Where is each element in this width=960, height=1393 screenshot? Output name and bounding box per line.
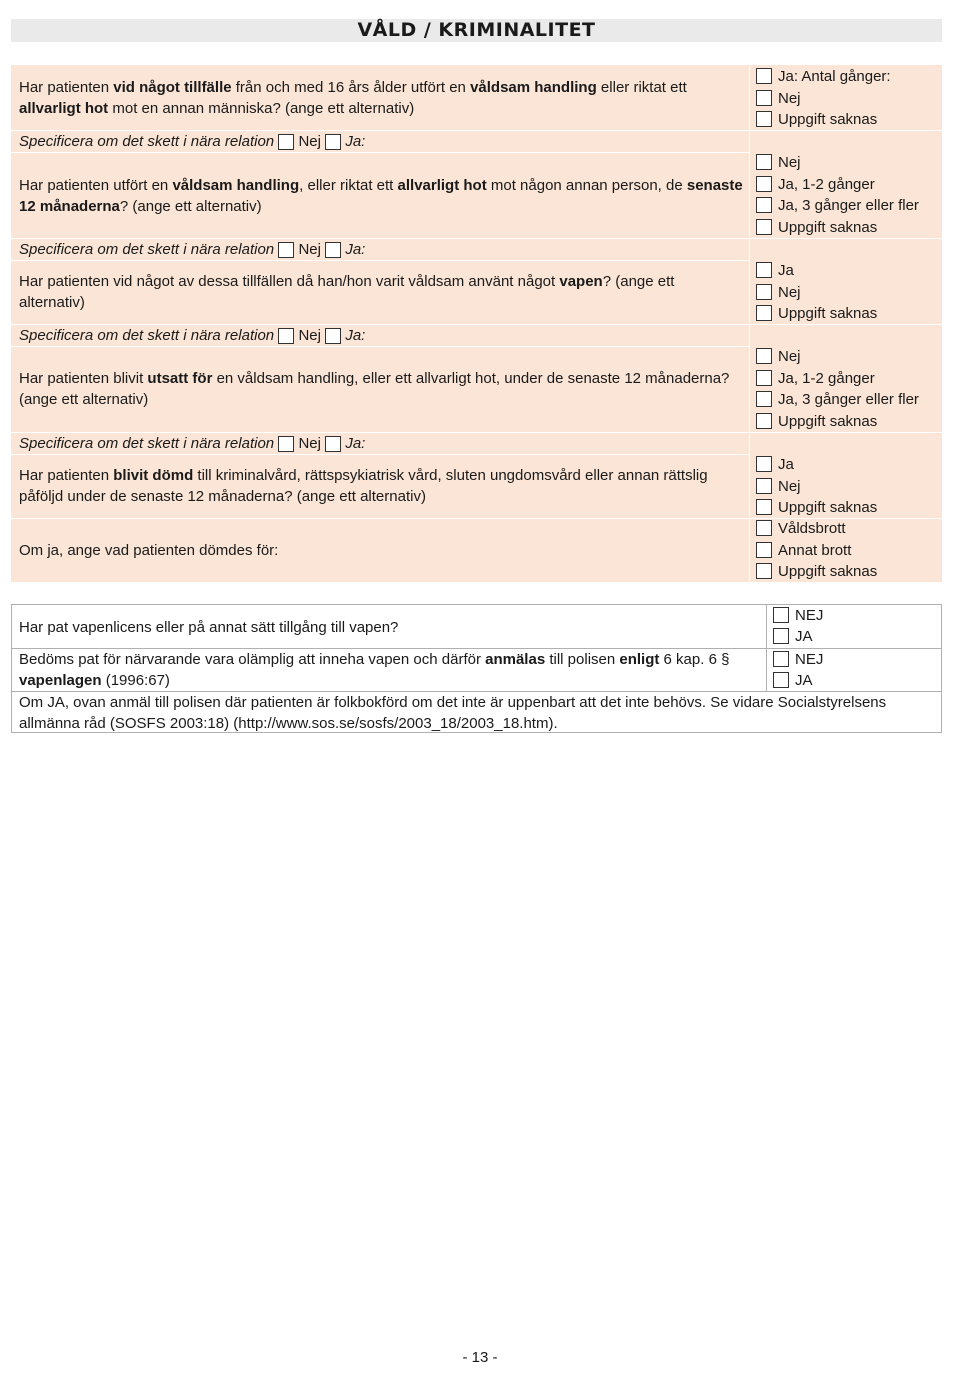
page-title: VÅLD / KRIMINALITET bbox=[11, 19, 942, 42]
emphasis-text: våldsam handling bbox=[172, 177, 300, 194]
option[interactable] bbox=[756, 454, 794, 476]
weapon-license-yes-option[interactable] bbox=[773, 626, 813, 648]
option-checkbox[interactable] bbox=[773, 607, 789, 623]
weapon-license-question: Har pat vapenlicens eller på annat sätt tillgång till vapen? bbox=[19, 619, 399, 636]
text-segment: Bedöms pat för närvarande vara olämplig att inneha vapen och därför bbox=[19, 651, 486, 668]
specify-relation-row bbox=[19, 131, 365, 152]
specify-label: Specificera om det skett i nära relation bbox=[19, 435, 275, 452]
text-segment: ? (ange ett alternativ) bbox=[19, 273, 675, 311]
column-divider bbox=[766, 605, 767, 691]
option-checkbox[interactable] bbox=[756, 219, 772, 235]
option-checkbox[interactable] bbox=[756, 90, 772, 106]
option[interactable] bbox=[756, 389, 919, 411]
text-segment: , eller riktat ett bbox=[299, 177, 398, 194]
text-segment: 6 kap. 6 § bbox=[659, 651, 730, 668]
option[interactable] bbox=[756, 561, 877, 583]
option-label: JA bbox=[795, 628, 813, 645]
relation-no-checkbox[interactable] bbox=[278, 242, 294, 258]
weapon-report-yes-option[interactable] bbox=[773, 670, 813, 692]
emphasis-text: vid något tillfälle bbox=[113, 79, 232, 96]
specify-label: Specificera om det skett i nära relation bbox=[19, 241, 275, 258]
text-segment: ? (ange ett alternativ) bbox=[119, 198, 262, 215]
option-checkbox[interactable] bbox=[756, 284, 772, 300]
option-checkbox[interactable] bbox=[756, 413, 772, 429]
relation-no-checkbox[interactable] bbox=[278, 134, 294, 150]
option-checkbox[interactable] bbox=[756, 370, 772, 386]
text-segment: Om ja, ange vad patienten dömdes för: bbox=[19, 542, 279, 559]
weapon-report-question bbox=[19, 649, 764, 691]
option[interactable] bbox=[756, 518, 846, 540]
option-checkbox[interactable] bbox=[756, 262, 772, 278]
option-label: Uppgift saknas bbox=[778, 413, 878, 430]
option-label: Ja, 1-2 gånger bbox=[778, 370, 875, 387]
option-label: Uppgift saknas bbox=[778, 111, 878, 128]
text-segment: från och med 16 års ålder utfört en bbox=[231, 79, 471, 96]
row-divider bbox=[11, 260, 749, 261]
text-segment: Har patienten bbox=[19, 467, 114, 484]
option-label: NEJ bbox=[795, 607, 824, 624]
option-label: JA bbox=[795, 672, 813, 689]
option-label: Uppgift saknas bbox=[778, 219, 878, 236]
option-label: Våldsbrott bbox=[778, 520, 846, 537]
emphasis-text: senaste 12 månaderna bbox=[19, 177, 743, 215]
option-label: Ja, 1-2 gånger bbox=[778, 176, 875, 193]
question-text bbox=[19, 271, 744, 313]
specify-relation-row bbox=[19, 239, 365, 260]
option[interactable] bbox=[756, 109, 877, 131]
option-checkbox[interactable] bbox=[756, 154, 772, 170]
text-segment: en våldsam handling, eller ett allvarligt hot, under de senaste 12 månaderna? (ange ett alternativ) bbox=[19, 370, 730, 408]
option-label: Nej bbox=[778, 154, 801, 171]
weapon-report-no-option[interactable] bbox=[773, 649, 823, 671]
option-label: Uppgift saknas bbox=[778, 305, 878, 322]
option[interactable] bbox=[756, 217, 877, 239]
option-checkbox[interactable] bbox=[756, 456, 772, 472]
relation-no-label: Nej bbox=[298, 327, 321, 344]
option[interactable] bbox=[756, 346, 801, 368]
row-divider bbox=[11, 454, 749, 455]
option-checkbox[interactable] bbox=[756, 542, 772, 558]
option[interactable] bbox=[756, 88, 801, 110]
emphasis-text: blivit dömd bbox=[113, 467, 194, 484]
question-text bbox=[19, 175, 744, 217]
option-checkbox[interactable] bbox=[756, 520, 772, 536]
option[interactable] bbox=[756, 174, 875, 196]
option[interactable] bbox=[756, 476, 801, 498]
relation-yes-label: Ja: bbox=[345, 241, 366, 258]
option-checkbox[interactable] bbox=[773, 672, 789, 688]
text-segment: Har patienten blivit bbox=[19, 370, 148, 387]
option[interactable] bbox=[756, 497, 877, 519]
option-label: Ja, 3 gånger eller fler bbox=[778, 197, 919, 214]
option[interactable] bbox=[756, 260, 794, 282]
emphasis-text: allvarligt hot bbox=[397, 177, 487, 194]
option-checkbox[interactable] bbox=[756, 176, 772, 192]
relation-yes-checkbox[interactable] bbox=[325, 242, 341, 258]
option[interactable] bbox=[756, 303, 877, 325]
specify-label: Specificera om det skett i nära relation bbox=[19, 327, 275, 344]
option-label: NEJ bbox=[795, 651, 824, 668]
option[interactable] bbox=[756, 368, 875, 390]
emphasis-text: utsatt för bbox=[147, 370, 213, 387]
text-segment: mot någon annan person, de bbox=[486, 177, 687, 194]
relation-yes-label: Ja: bbox=[345, 435, 366, 452]
option-label: Nej bbox=[778, 90, 801, 107]
text-segment: Har patienten vid något av dessa tillfällen då han/hon varit våldsam använt något bbox=[19, 273, 560, 290]
text-segment: (1996:67) bbox=[101, 672, 170, 689]
option-label: Ja bbox=[778, 262, 794, 279]
relation-no-label: Nej bbox=[298, 435, 321, 452]
question-text bbox=[19, 368, 744, 410]
text-segment: eller riktat ett bbox=[596, 79, 687, 96]
emphasis-text: vapenlagen bbox=[19, 672, 102, 689]
option[interactable] bbox=[756, 195, 919, 217]
row-divider bbox=[11, 518, 749, 519]
option[interactable] bbox=[756, 282, 801, 304]
emphasis-text: enligt bbox=[619, 651, 660, 668]
row-divider bbox=[11, 152, 749, 153]
question-text bbox=[19, 540, 744, 561]
page-number: - 13 - bbox=[462, 1349, 498, 1366]
text-segment: till polisen bbox=[545, 651, 620, 668]
option-label: Nej bbox=[778, 284, 801, 301]
option[interactable] bbox=[756, 411, 877, 433]
weapon-license-no-option[interactable] bbox=[773, 605, 823, 627]
text-segment: till kriminalvård, rättspsykiatrisk vård, sluten ungdomsvård eller annan rättslig påföljd under de senaste 12 månaderna? (ange ett alternativ) bbox=[19, 467, 708, 505]
text-segment: Har patienten utfört en bbox=[19, 177, 173, 194]
option-checkbox[interactable] bbox=[756, 305, 772, 321]
option-checkbox[interactable] bbox=[756, 478, 772, 494]
option[interactable] bbox=[756, 540, 851, 562]
relation-yes-checkbox[interactable] bbox=[325, 436, 341, 452]
option-label: Ja, 3 gånger eller fler bbox=[778, 391, 919, 408]
option-label: Ja: Antal gånger: bbox=[778, 68, 891, 85]
violence-questionnaire bbox=[11, 65, 942, 582]
option[interactable] bbox=[756, 66, 891, 88]
option-checkbox[interactable] bbox=[756, 391, 772, 407]
relation-yes-checkbox[interactable] bbox=[325, 134, 341, 150]
question-text bbox=[19, 77, 744, 119]
emphasis-text: våldsam handling bbox=[470, 79, 597, 96]
relation-no-label: Nej bbox=[298, 133, 321, 150]
option-checkbox[interactable] bbox=[756, 563, 772, 579]
emphasis-text: allvarligt hot bbox=[19, 100, 109, 117]
option-checkbox[interactable] bbox=[756, 348, 772, 364]
relation-yes-label: Ja: bbox=[345, 133, 366, 150]
relation-no-checkbox[interactable] bbox=[278, 436, 294, 452]
option-checkbox[interactable] bbox=[756, 111, 772, 127]
police-report-note: Om JA, ovan anmäl till polisen där patienten är folkbokförd om det inte är uppenbart att det inte behövs. Se vidare Socialstyrelsens allmänna råd (SOSFS 2003:18) (http://www.sos.se/sosfs/2003_18/2003_18.htm). bbox=[19, 694, 887, 732]
relation-no-checkbox[interactable] bbox=[278, 328, 294, 344]
relation-yes-label: Ja: bbox=[345, 327, 366, 344]
option-checkbox[interactable] bbox=[773, 651, 789, 667]
specify-relation-row bbox=[19, 433, 365, 454]
option[interactable] bbox=[756, 152, 801, 174]
weapon-access-table bbox=[11, 604, 942, 733]
specify-relation-row bbox=[19, 325, 365, 346]
emphasis-text: anmälas bbox=[485, 651, 546, 668]
relation-yes-checkbox[interactable] bbox=[325, 328, 341, 344]
text-segment: mot en annan människa? (ange ett alternativ) bbox=[108, 100, 415, 117]
option-label: Nej bbox=[778, 478, 801, 495]
option-label: Uppgift saknas bbox=[778, 563, 878, 580]
option-label: Nej bbox=[778, 348, 801, 365]
option-checkbox[interactable] bbox=[756, 197, 772, 213]
option-label: Uppgift saknas bbox=[778, 499, 878, 516]
text-segment: Har patienten bbox=[19, 79, 114, 96]
option-checkbox[interactable] bbox=[773, 628, 789, 644]
option-checkbox[interactable] bbox=[756, 499, 772, 515]
relation-no-label: Nej bbox=[298, 241, 321, 258]
emphasis-text: vapen bbox=[559, 273, 603, 290]
specify-label: Specificera om det skett i nära relation bbox=[19, 133, 275, 150]
option-label: Ja bbox=[778, 456, 794, 473]
question-text bbox=[19, 465, 744, 507]
option-checkbox[interactable] bbox=[756, 68, 772, 84]
row-divider bbox=[11, 346, 749, 347]
option-label: Annat brott bbox=[778, 542, 852, 559]
